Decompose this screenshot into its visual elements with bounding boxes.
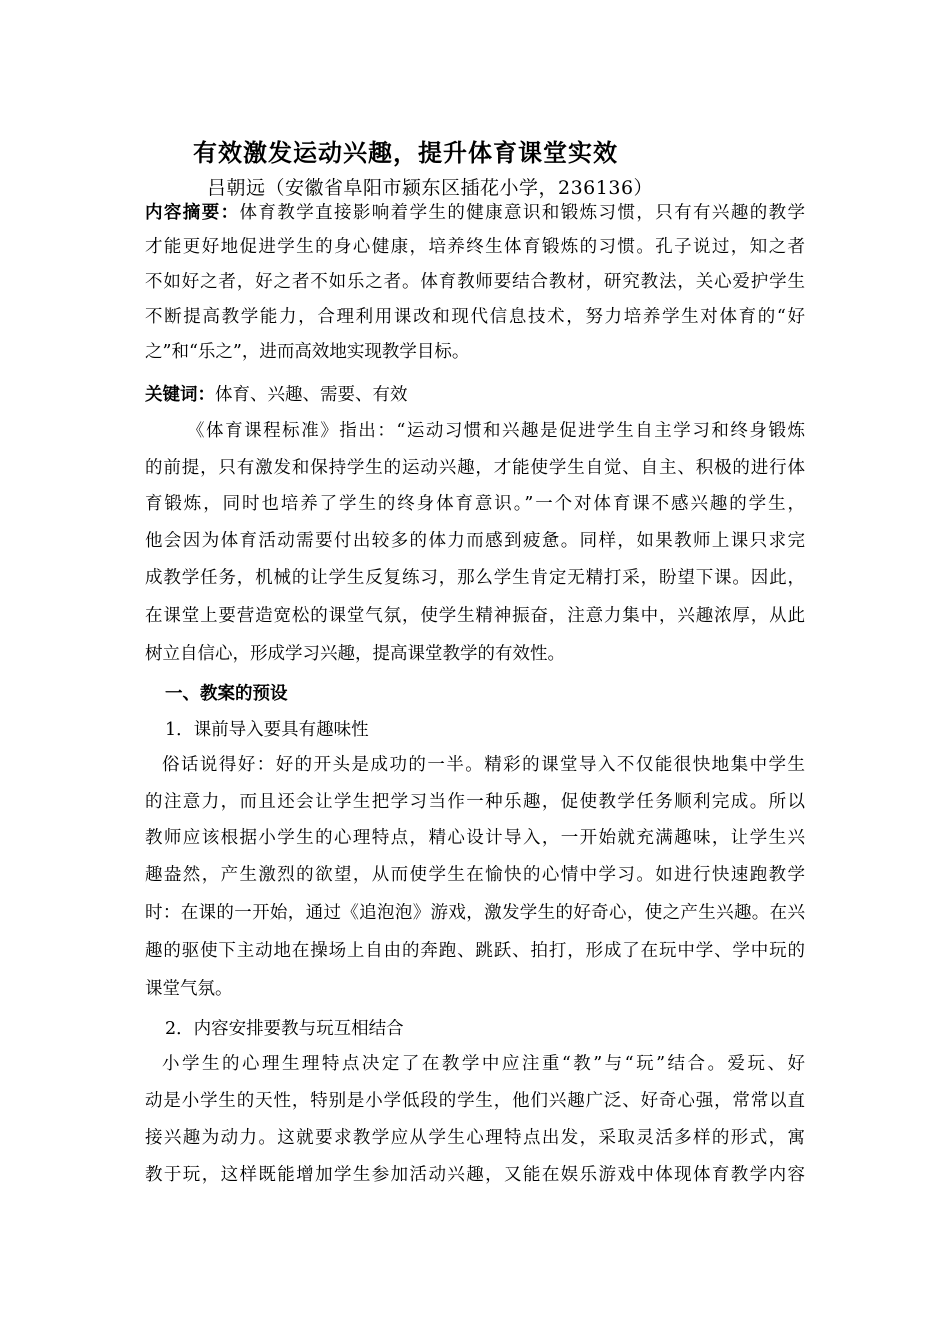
paragraph-line: 的前提，只有激发和保持学生的运动兴趣，才能使学生自觉、自主、积极的进行体 — [145, 458, 805, 478]
paragraph-line: 教师应该根据小学生的心理特点，精心设计导入，一开始就充满趣味，让学生兴 — [145, 828, 805, 848]
paragraph-line: 在课堂上要营造宽松的课堂气氛，使学生精神振奋，注意力集中，兴趣浓厚，从此 — [145, 606, 805, 626]
paragraph-line: 接兴趣为动力。这就要求教学应从学生心理特点出发，采取灵活多样的形式，寓 — [145, 1128, 805, 1148]
abstract-line: 才能更好地促进学生的身心健康，培养终生体育锻炼的习惯。孔子说过，知之者 — [145, 237, 805, 257]
section-heading: 一、教案的预设 — [165, 684, 288, 704]
keywords-text: 体育、兴趣、需要、有效 — [215, 385, 408, 405]
keywords-line — [145, 383, 805, 407]
abstract-line: 不如好之者，好之者不如乐之者。体育教师要结合教材，研究教法，关心爱护学生 — [145, 272, 805, 292]
keywords-label: 关键词： — [145, 385, 215, 405]
paragraph-line: 教于玩，这样既能增加学生参加活动兴趣，又能在娱乐游戏中体现体育教学内容 — [145, 1165, 805, 1185]
paragraph-line: 《体育课程标准》指出：“运动习惯和兴趣是促进学生自主学习和终身锻炼 — [187, 421, 805, 441]
abstract-line: 之”和“乐之”，进而高效地实现教学目标。 — [145, 342, 470, 362]
abstract-label: 内容摘要： — [145, 203, 240, 223]
paragraph-line: 他会因为体育活动需要付出较多的体力而感到疲惫。同样，如果教师上课只求完 — [145, 531, 805, 551]
paragraph-line: 成教学任务，机械的让学生反复练习，那么学生肯定无精打采，盼望下课。因此， — [145, 568, 805, 588]
paragraph-line: 育锻炼，同时也培养了学生的终身体育意识。”一个对体育课不感兴趣的学生， — [145, 494, 805, 514]
abstract-line: 不断提高教学能力，合理利用课改和现代信息技术，努力培养学生对体育的“好 — [145, 307, 805, 327]
paragraph-line: 课堂气氛。 — [145, 979, 233, 999]
paragraph-line: 时：在课的一开始，通过《追泡泡》游戏，激发学生的好奇心，使之产生兴趣。在兴 — [145, 903, 805, 923]
paragraph-line: 俗话说得好：好的开头是成功的一半。精彩的课堂导入不仅能很快地集中学生 — [162, 755, 805, 775]
paragraph-line: 动是小学生的天性，特别是小学低段的学生，他们兴趣广泛、好奇心强，常常以直 — [145, 1091, 805, 1111]
abstract-line — [145, 201, 805, 225]
subsection-heading: 2．内容安排要教与玩互相结合 — [165, 1019, 404, 1039]
paragraph-line: 趣的驱使下主动地在操场上自由的奔跑、跳跃、拍打，形成了在玩中学、学中玩的 — [145, 941, 805, 961]
paragraph-line: 趣盎然，产生激烈的欲望，从而使学生在愉快的心情中学习。如进行快速跑教学 — [145, 865, 805, 885]
subsection-heading: 1．课前导入要具有趣味性 — [165, 720, 369, 740]
abstract-text: 体育教学直接影响着学生的健康意识和锻炼习惯，只有有兴趣的教学 — [239, 203, 806, 223]
paragraph-line: 树立自信心，形成学习兴趣，提高课堂教学的有效性。 — [145, 644, 565, 664]
paragraph-line: 小学生的心理生理特点决定了在教学中应注重“教”与“玩”结合。爱玩、好 — [162, 1054, 805, 1074]
paragraph-line: 的注意力，而且还会让学生把学习当作一种乐趣，促使教学任务顺利完成。所以 — [145, 792, 805, 812]
article-title: 有效激发运动兴趣，提升体育课堂实效 — [193, 138, 618, 167]
author-line: 吕朝远（安徽省阜阳市颍东区插花小学，236136） — [207, 177, 654, 199]
